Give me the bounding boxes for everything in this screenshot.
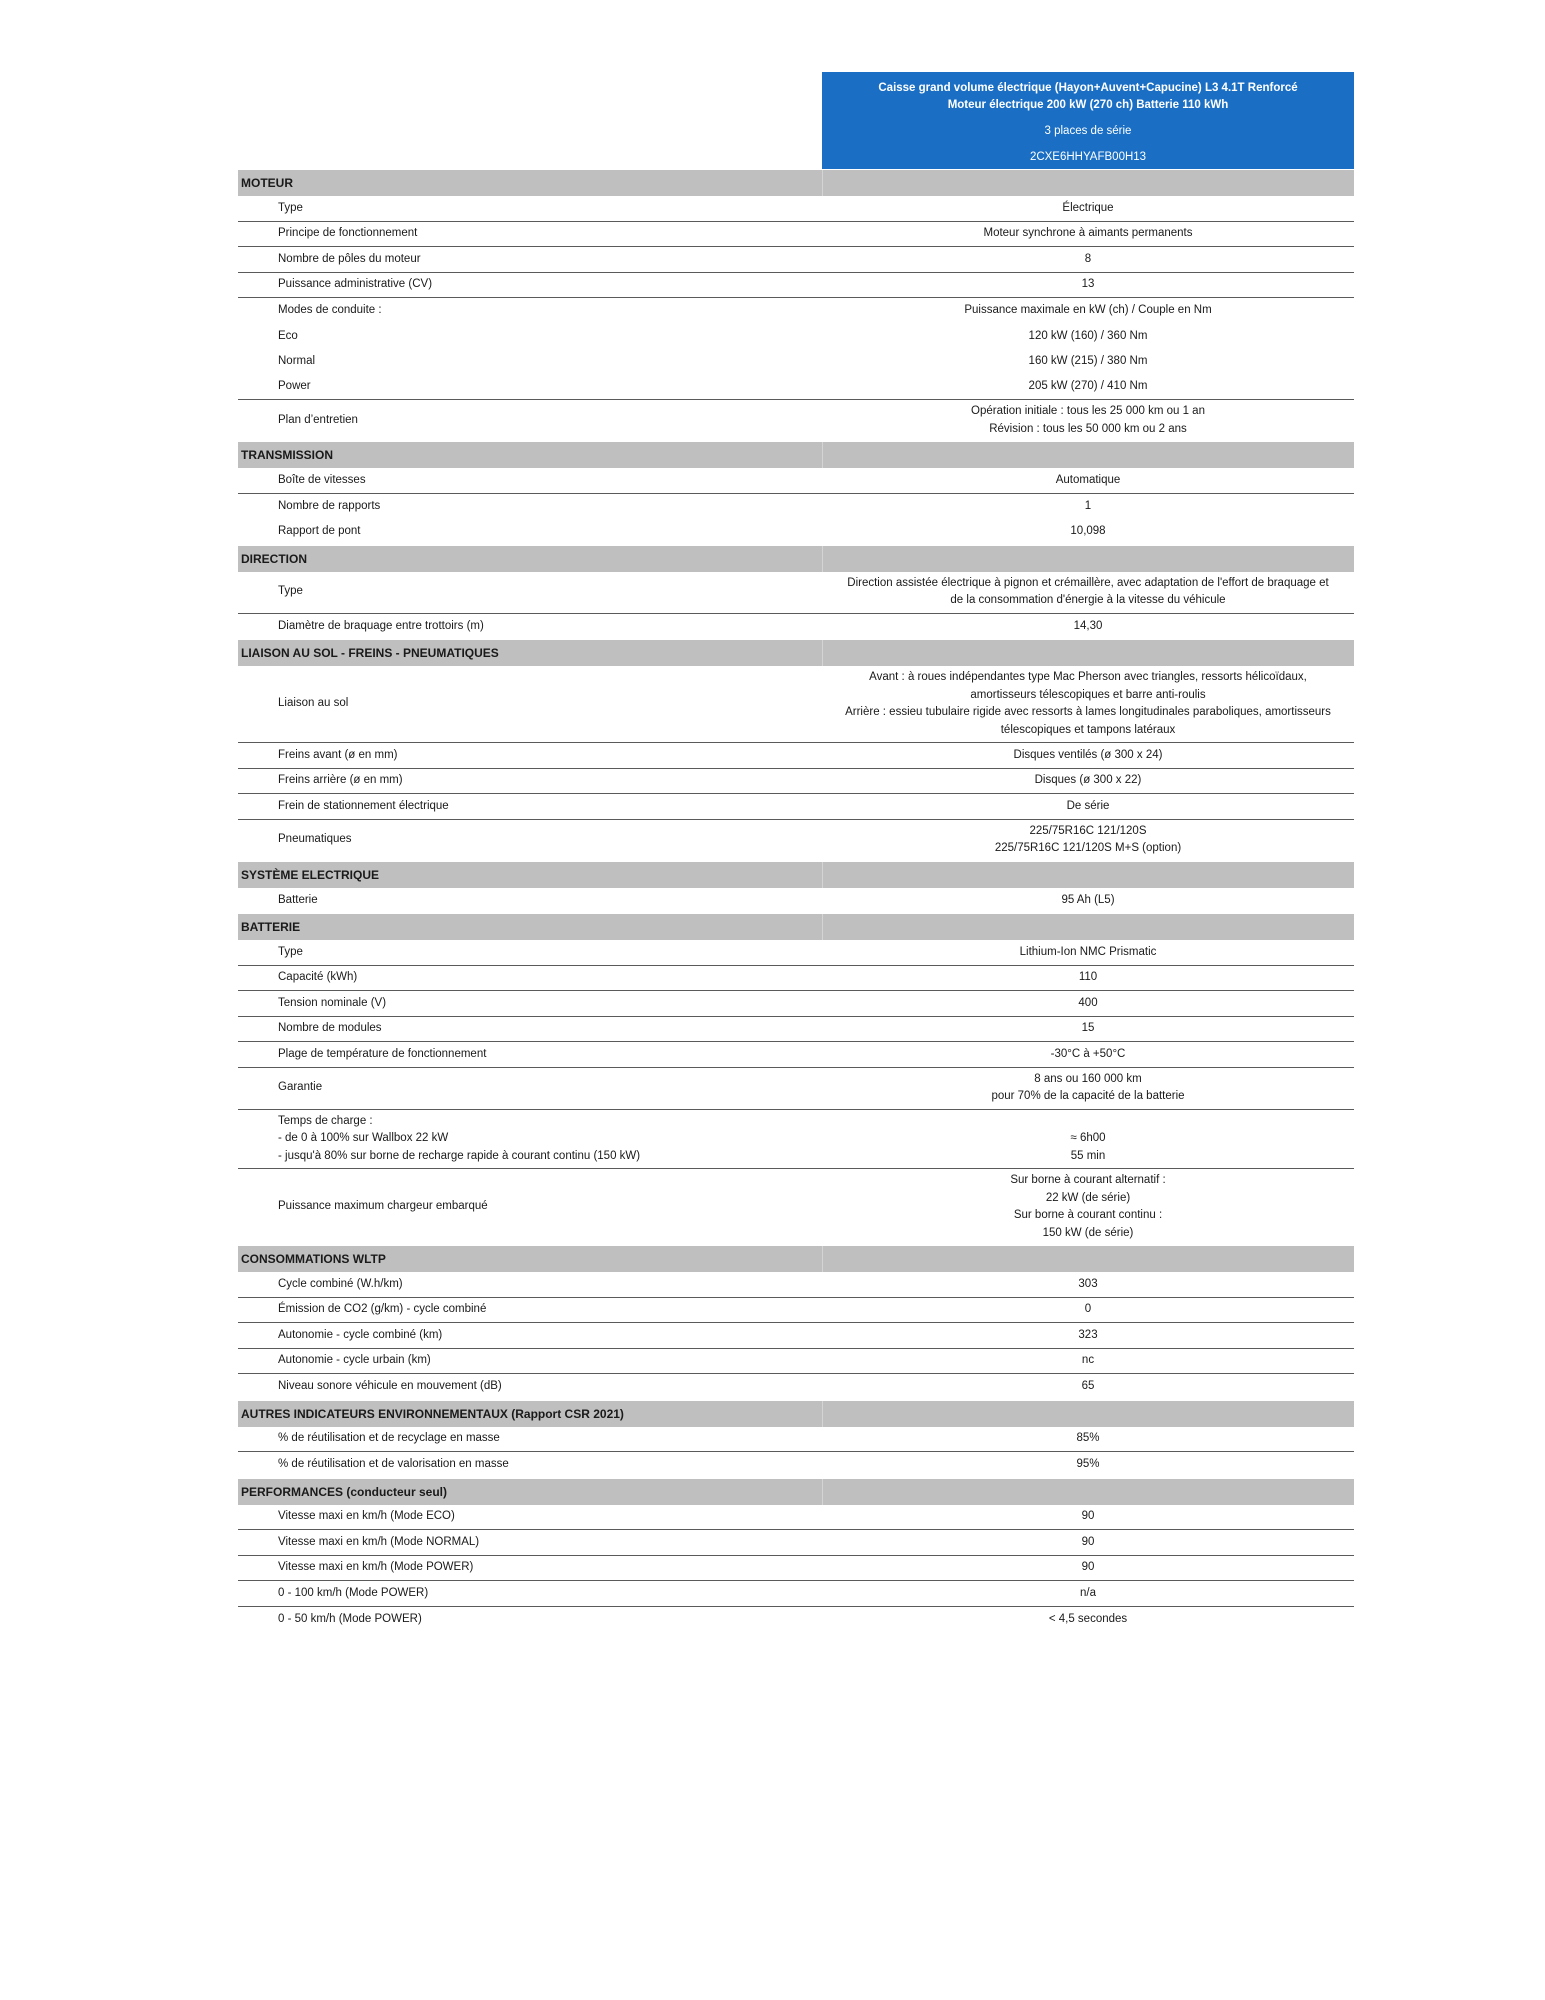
spec-value: 120 kW (160) / 360 Nm [1028, 329, 1148, 342]
section-title: CONSOMMATIONS WLTP [241, 1252, 386, 1266]
spec-value: Sur borne à courant alternatif : 22 kW (de série) Sur borne à courant continu : 150 kW (de série) [1010, 1174, 1166, 1239]
spec-label: Vitesse maxi en km/h (Mode POWER) [278, 1561, 474, 1573]
spec-label: Capacité (kWh) [278, 971, 358, 983]
model-code: 2CXE6HHYAFB00H13 [1029, 151, 1147, 163]
spec-value: nc [1081, 1354, 1095, 1366]
spec-value: n/a [1080, 1586, 1096, 1599]
spec-value: 90 [1081, 1510, 1095, 1522]
spec-row [238, 1017, 1354, 1043]
section-header [238, 442, 1354, 468]
spec-label: Power [278, 380, 311, 392]
spec-label: Vitesse maxi en km/h (Mode NORMAL) [278, 1535, 480, 1548]
section-header [238, 170, 1354, 196]
section-header [238, 1401, 1354, 1427]
spec-label: Freins arrière (ø en mm) [278, 774, 403, 786]
spec-value: 10,098 [1070, 525, 1106, 537]
spec-row [238, 324, 1354, 350]
spec-label: Rapport de pont [278, 525, 361, 537]
spec-value: De série [1066, 799, 1110, 812]
spec-label: 0 - 100 km/h (Mode POWER) [278, 1586, 429, 1599]
spec-label: Boîte de vitesses [278, 473, 366, 486]
spec-value: Électrique [1062, 201, 1114, 214]
section-title: DIRECTION [241, 551, 307, 566]
spec-row [238, 1298, 1354, 1324]
spec-label: Diamètre de braquage entre trottoirs (m) [278, 619, 484, 632]
spec-row [238, 1068, 1354, 1110]
spec-row [238, 273, 1354, 299]
spec-label: Type [278, 585, 303, 598]
spec-sheet [238, 72, 1354, 1632]
spec-label: Émission de CO2 (g/km) - cycle combiné [278, 1303, 487, 1315]
spec-value: 8 [1084, 252, 1092, 265]
spec-value: 205 kW (270) / 410 Nm [1028, 380, 1148, 392]
spec-label: Autonomie - cycle combiné (km) [278, 1328, 443, 1341]
spec-row [238, 400, 1354, 441]
spec-value: 65 [1081, 1380, 1095, 1392]
spec-row [238, 1042, 1354, 1068]
spec-label: Puissance maximum chargeur embarqué [278, 1200, 488, 1213]
spec-row [238, 940, 1354, 966]
spec-label: Plan d’entretien [278, 413, 358, 426]
spec-value: Automatique [1055, 473, 1121, 486]
spec-value: Avant : à roues indépendantes type Mac Pherson avec triangles, ressorts hélicoïdaux, amortisseurs télescopiques et barre anti-roulis Arrière : essieu tubulaire rigide avec ressorts à lames longitudinales paraboliques, amortisseurs télescopiques et tampons latéraux [845, 671, 1331, 736]
spec-label: Type [278, 201, 303, 214]
spec-value: 400 [1078, 996, 1098, 1009]
spec-row [238, 247, 1354, 273]
spec-row [238, 468, 1354, 494]
spec-label: Eco [278, 329, 298, 342]
spec-row [238, 820, 1354, 861]
spec-row [238, 519, 1354, 545]
spec-label: Batterie [278, 893, 318, 906]
spec-label: Temps de charge : - de 0 à 100% sur Wallbox 22 kW - jusqu'à 80% sur borne de recharge rapide à courant continu (150 kW) [278, 1114, 641, 1162]
spec-row [238, 349, 1354, 375]
spec-row [238, 1110, 1354, 1170]
spec-value: 90 [1081, 1561, 1095, 1573]
spec-value: Disques ventilés (ø 300 x 24) [1013, 748, 1163, 761]
spec-label: Autonomie - cycle urbain (km) [278, 1354, 431, 1366]
spec-label: Principe de fonctionnement [278, 227, 418, 239]
spec-label: Normal [278, 355, 316, 367]
spec-label: Frein de stationnement électrique [278, 799, 449, 812]
spec-row [238, 1169, 1354, 1245]
spec-row [238, 1556, 1354, 1582]
spec-value: 95 Ah (L5) [1061, 893, 1115, 906]
spec-value: 85% [1076, 1432, 1100, 1444]
spec-row [238, 1581, 1354, 1607]
spec-label: 0 - 50 km/h (Mode POWER) [278, 1612, 422, 1625]
section-title: MOTEUR [241, 176, 293, 190]
spec-value: 13 [1081, 278, 1095, 290]
spec-row [238, 1272, 1354, 1298]
spec-label: Modes de conduite : [278, 304, 382, 316]
spec-value: 8 ans ou 160 000 km pour 70% de la capacité de la batterie [991, 1072, 1185, 1102]
spec-row [238, 888, 1354, 914]
spec-row [238, 1607, 1354, 1633]
spec-value: 90 [1081, 1535, 1095, 1548]
section-header [238, 862, 1354, 888]
spec-label: Cycle combiné (W.h/km) [278, 1277, 403, 1290]
section-header [238, 546, 1354, 572]
spec-value: Disques (ø 300 x 22) [1034, 774, 1142, 786]
model-title-line1: Caisse grand volume électrique (Hayon+Auvent+Capucine) L3 4.1T Renforcé [878, 82, 1298, 94]
spec-label: Freins avant (ø en mm) [278, 748, 398, 761]
spec-row [238, 666, 1354, 743]
section-header [238, 1246, 1354, 1272]
section-title: PERFORMANCES (conducteur seul) [241, 1484, 448, 1499]
spec-label: Plage de température de fonctionnement [278, 1047, 487, 1060]
spec-value: 95% [1076, 1458, 1100, 1470]
spec-row [238, 966, 1354, 992]
spec-label: Liaison au sol [278, 697, 349, 710]
spec-label: Nombre de pôles du moteur [278, 252, 421, 265]
spec-row [238, 1530, 1354, 1556]
spec-row [238, 743, 1354, 769]
model-title-line2: Moteur électrique 200 kW (270 ch) Batterie 110 kWh [947, 99, 1229, 111]
spec-label: Nombre de rapports [278, 499, 381, 512]
spec-label: Niveau sonore véhicule en mouvement (dB) [278, 1380, 502, 1392]
spec-row [238, 1323, 1354, 1349]
spec-value: 1 [1084, 499, 1092, 512]
spec-value: Direction assistée électrique à pignon et crémaillère, avec adaptation de l'effort de braquage et de la consommation d'énergie à la vitesse du véhicule [847, 576, 1329, 606]
section-title: BATTERIE [241, 920, 301, 934]
spec-row [238, 298, 1354, 324]
section-header [238, 640, 1354, 666]
section-title: SYSTÈME ELECTRIQUE [241, 867, 380, 882]
spec-label: % de réutilisation et de recyclage en masse [278, 1432, 500, 1444]
spec-value: 14,30 [1073, 619, 1103, 632]
spec-row [238, 1374, 1354, 1400]
spec-label: % de réutilisation et de valorisation en masse [278, 1458, 509, 1470]
spec-value: 160 kW (215) / 380 Nm [1028, 355, 1148, 367]
spec-label: Vitesse maxi en km/h (Mode ECO) [278, 1510, 455, 1522]
spec-value: 110 [1078, 971, 1098, 983]
spec-row [238, 991, 1354, 1017]
spec-row [238, 1349, 1354, 1375]
spec-value: 0 [1084, 1303, 1092, 1315]
spec-value: < 4,5 secondes [1048, 1612, 1128, 1625]
seating-capacity: 3 places de série [1044, 125, 1132, 137]
spec-value: 323 [1078, 1328, 1098, 1341]
section-header [238, 1479, 1354, 1505]
spec-row [238, 769, 1354, 795]
spec-row [238, 196, 1354, 222]
section-title: AUTRES INDICATEURS ENVIRONNEMENTAUX (Rapport CSR 2021) [241, 1406, 624, 1421]
spec-table [238, 170, 1354, 1632]
spec-value: Moteur synchrone à aimants permanents [983, 227, 1193, 239]
spec-row [238, 1505, 1354, 1531]
spec-row [238, 1427, 1354, 1453]
model-header [822, 72, 1354, 169]
spec-value: 303 [1078, 1277, 1098, 1290]
spec-row [238, 222, 1354, 248]
spec-label: Pneumatiques [278, 833, 352, 846]
spec-row [238, 494, 1354, 520]
spec-row [238, 1452, 1354, 1478]
spec-value: -30°C à +50°C [1050, 1047, 1126, 1060]
spec-value: 225/75R16C 121/120S 225/75R16C 121/120S M+S (option) [994, 824, 1182, 854]
spec-label: Puissance administrative (CV) [278, 278, 433, 290]
spec-label: Garantie [278, 1081, 323, 1094]
spec-value: 15 [1081, 1022, 1095, 1034]
spec-value: Lithium-Ion NMC Prismatic [1019, 945, 1157, 958]
spec-row [238, 375, 1354, 401]
spec-label: Tension nominale (V) [278, 996, 387, 1009]
spec-value: ≈ 6h00 55 min [1070, 1132, 1106, 1162]
section-title: TRANSMISSION [241, 448, 334, 462]
section-title: LIAISON AU SOL - FREINS - PNEUMATIQUES [241, 646, 499, 660]
section-header [238, 914, 1354, 940]
spec-value: Puissance maximale en kW (ch) / Couple en Nm [964, 304, 1212, 316]
spec-row [238, 794, 1354, 820]
spec-label: Type [278, 945, 303, 958]
spec-row [238, 614, 1354, 640]
spec-row [238, 572, 1354, 614]
spec-label: Nombre de modules [278, 1022, 382, 1034]
spec-value: Opération initiale : tous les 25 000 km ou 1 an Révision : tous les 50 000 km ou 2 ans [971, 405, 1205, 435]
